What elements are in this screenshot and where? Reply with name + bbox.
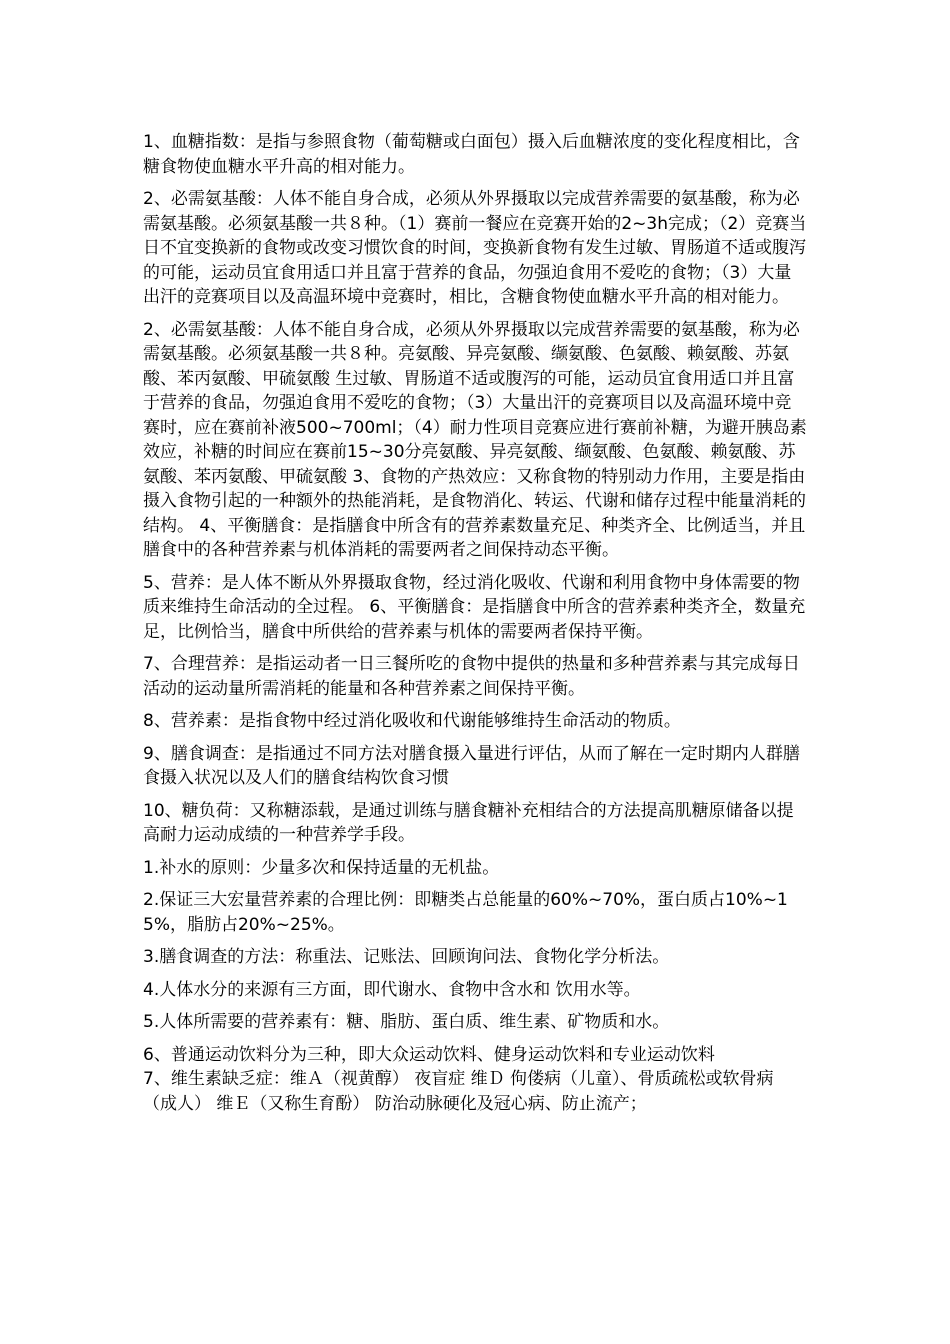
paragraph-survey-methods: 3.膳食调查的方法：称重法、记账法、回顾询问法、食物化学分析法。 — [143, 947, 670, 967]
paragraph-essential-amino-acids-b: 2、必需氨基酸：人体不能自身合成，必须从外界摄取以完成营养需要的氨基酸，称为必需氨基酸。必须氨基酸一共８种。亮氨酸、异亮氨酸、缬氨酸、色氨酸、赖氨酸、苏氨酸、苯丙氨酸、甲硫氨酸 生过敏、胃肠道不适或腹泻的可能，运动员宜食用适口并且富于营养的食品，勿强迫食用不爱吃的食物；（3）大量出汗的竞赛项目以及高温环境中竞赛时，应在赛前补液500~700ml；（4）耐力性项目竞赛应进行赛前补糖，为避开胰岛素效应，补糖的时间应在赛前15~30分亮氨酸、异亮氨酸、缬氨酸、色氨酸、赖氨酸、苏氨酸、苯丙氨酸、甲硫氨酸 3、食物的产热效应：又称食物的特别动力作用，主要是指由摄入食物引起的一种额外的热能消耗，是食物消化、转运、代谢和储存过程中能量消耗的结构。 4、平衡膳食：是指膳食中所含有的营养素数量充足、种类齐全、比例适当，并且膳食中的各种营养素与机体消耗的需要两者之间保持动态平衡。 — [143, 319, 807, 560]
paragraph-macronutrient-ratio: 2.保证三大宏量营养素的合理比例：即糖类占总能量的60%~70%，蛋白质占10%~15%，脂肪占20%~25%。 — [143, 890, 788, 935]
paragraph-diet-survey: 9、膳食调查：是指通过不同方法对膳食摄入量进行评估，从而了解在一定时期内人群膳食摄入状况以及人们的膳食结构饮食习惯 — [143, 743, 800, 788]
paragraph-nutrition: 5、营养：是人体不断从外界摄取食物，经过消化吸收、代谢和利用食物中身体需要的物质来维持生命活动的全过程。 6、平衡膳食：是指膳食中所含的营养素种类齐全，数量充足，比例恰当，膳食中所供给的营养素与机体的需要两者保持平衡。 — [143, 572, 806, 642]
paragraph-glycogen-loading: 10、糖负荷：又称糖添载，是通过训练与膳食糖补充相结合的方法提高肌糖原储备以提高耐力运动成绩的一种营养学手段。 — [143, 800, 794, 845]
paragraph-vitamin-deficiency: 7、维生素缺乏症：维Ａ（视黄醇） 夜盲症 维Ｄ 佝偻病（儿童）、骨质疏松或软骨病（成人） 维Ｅ（又称生育酚） 防治动脉硬化及冠心病、防止流产； — [143, 1069, 774, 1114]
document-body — [143, 130, 807, 1124]
paragraph-essential-amino-acids-a: 2、必需氨基酸：人体不能自身合成，必须从外界摄取以完成营养需要的氨基酸，称为必需氨基酸。必须氨基酸一共８种。（1）赛前一餐应在竞赛开始的2~3h完成；（2）竞赛当日不宜变换新的食物或改变习惯饮食的时间，变换新食物有发生过敏、胃肠道不适或腹泻的可能，运动员宜食用适口并且富于营养的食品，勿强迫食用不爱吃的食物；（3）大量出汗的竞赛项目以及高温环境中竞赛时，相比，含糖食物使血糖水平升高的相对能力。 — [143, 189, 807, 307]
paragraph-required-nutrients: 5.人体所需要的营养素有：糖、脂肪、蛋白质、维生素、矿物质和水。 — [143, 1012, 670, 1032]
paragraph-sports-drinks: 6、普通运动饮料分为三种，即大众运动饮料、健身运动饮料和专业运动饮料 — [143, 1044, 715, 1065]
paragraph-rational-nutrition: 7、合理营养：是指运动者一日三餐所吃的食物中提供的热量和多种营养素与其完成每日活动的运动量所需消耗的能量和各种营养素之间保持平衡。 — [143, 654, 800, 699]
paragraph-glycemic-index: 1、血糖指数：是指与参照食物（葡萄糖或白面包）摄入后血糖浓度的变化程度相比，含糖食物使血糖水平升高的相对能力。 — [143, 132, 800, 177]
paragraph-hydration-principle: 1.补水的原则：少量多次和保持适量的无机盐。 — [143, 857, 500, 878]
paragraph-water-sources: 4.人体水分的来源有三方面，即代谢水、食物中含水和 饮用水等。 — [143, 979, 641, 1000]
paragraph-nutrients: 8、营养素：是指食物中经过消化吸收和代谢能够维持生命活动的物质。 — [143, 711, 681, 731]
